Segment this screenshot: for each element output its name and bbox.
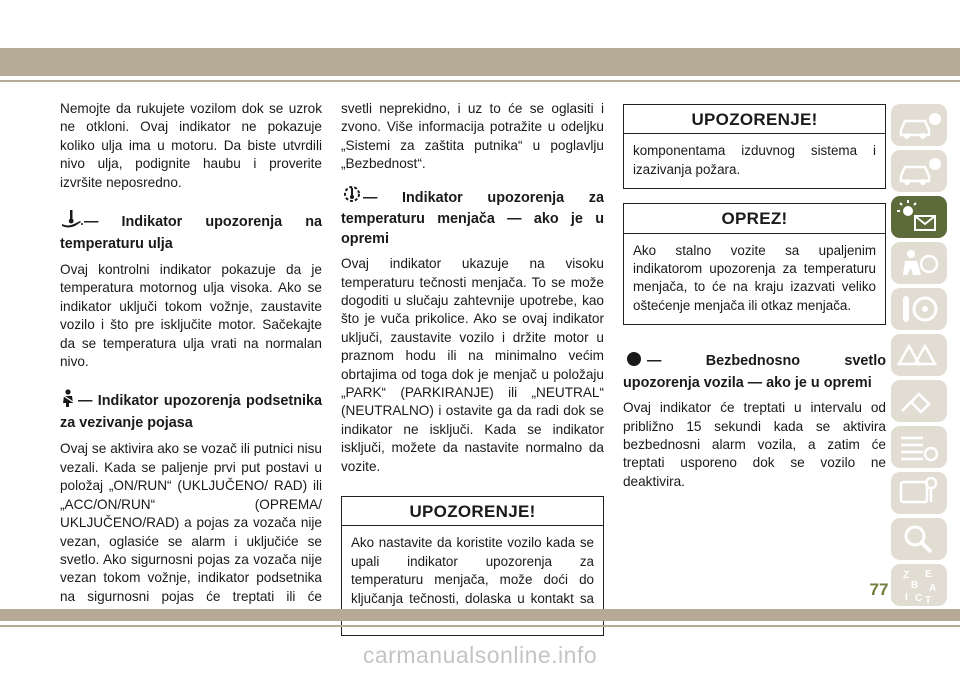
svg-text:E: E [925,569,932,580]
tab-airbag-safety[interactable] [891,242,947,284]
svg-text:I: I [905,592,908,603]
oil-pressure-continued-text: Nemojte da rukujete vozilom dok se uzrok ne otkloni. Ovaj indikator ne pokazuje koliko ulja ima u motoru. Da biste utvrdili nivo ulja, podignite haubu i proverite izvršite neposredno. [60,101,322,190]
car-info-icon [891,104,947,146]
caution-box-title: OPREZ! [624,204,885,233]
specifications-checklist-icon [891,426,947,468]
warning-box-continued-title: UPOZORENJE! [624,105,885,134]
airbag-safety-icon [891,242,947,284]
caution-box-text: Ako stalno vozite sa upaljenim indikatorom upozorenja za temperaturu menjača, to će na kraju izazvati veliko oštećenje menjača ili otkaz menjača. [633,242,876,313]
tab-maintenance[interactable] [891,380,947,422]
steering-wheel-icon [891,288,947,330]
warning-box-title: UPOZORENJE! [342,497,603,526]
watermark: carmanualsonline.info [362,642,598,668]
heading-oil-temperature [60,210,322,254]
roadside-emergency-icon [891,334,947,376]
svg-text:A: A [929,583,937,594]
transmission-temperature-text: Ovaj indikator ukazuje na visoku temperaturu tečnosti menjača. To se može dogoditi u slučaju zahtevnije upotrebe, kao što je vuča prikolice. Ako se ovaj indikator uključi, zaustavite vozilo i držite motor u praznom hodu ili na minimalno većim obrtajima od toga dok je menjač u položaju „PARK“ (PARKIRANJE) ili „NEUTRAL“ (NEUTRALNO) i ostavite ga da radi dok se indikator ne isključi. Kada se indikator isključi, možete da nastavite normalno da vozite. [341,256,604,474]
seatbelt-icon [60,389,78,414]
column-1 [60,100,322,625]
multimedia-location-icon [891,472,947,514]
oil-temperature-text: Ovaj kontrolni indikator pokazuje da je temperatura motornog ulja visoka. Ako se indikator uključi tokom vožnje, zaustavite vozilo i što pre isključite motor. Sačekajte da se temperatura ulja vrati na normalan nivo. [60,262,322,370]
seatbelt-continued-text: svetli neprekidno, i uz to će se oglasiti i zvono. Više informacija potražite u odeljku „Sistemi za zaštita putnika“ u poglavlju „Bezbednost“. [341,101,604,172]
svg-text:B: B [911,580,919,591]
warning-box-continued [623,104,886,189]
svg-text:Z: Z [903,570,910,581]
warning-box-continued-text: komponentama izduvnog sistema i izazivanja požara. [633,143,876,177]
tab-car-info[interactable] [891,104,947,146]
car-alert-icon [891,150,947,192]
warning-lights-icon [891,196,947,238]
heading-oil-temperature-text: — Indikator upozorenja na temperaturu ulja [60,214,322,252]
warning-box-text: Ako nastavite da koristite vozilo kada se upali indikator upozorenja za temperaturu menjača, može doći do ključanja tečnosti, dolaska u kontakt sa [351,535,594,606]
index-icon [891,564,947,606]
page-number: 77 [869,580,889,599]
heading-seatbelt-text: — Indikator upozorenja podsetnika za vezivanje pojasa [60,393,322,431]
maintenance-icon [891,380,947,422]
footer-band [0,609,960,621]
oil-temperature-icon [60,210,84,235]
svg-text:C: C [915,593,923,604]
seatbelt-text: Ovaj se aktivira ako se vozač ili putnici nisu vezali. Kada se paljenje prvi put postavi u položaj „ON/RUN“ (UKLJUČENO/ RAD) ili „ACC/ON/RUN“ (OPREMA/ UKLJUČENO/RAD) a pojas za vozača nije vezan, oglasiće se alarm i uključiće se svetlo. Ako sigurnosni pojas za vozača nije vezan tokom vožnje, indikator podsetnika na sigurnosni pojas će treptati ili će [60,441,322,604]
heading-vehicle-security-text: — Bezbednosno svetlo upozorenja vozila — ako je u opremi [623,353,886,391]
heading-transmission-temperature [341,184,604,250]
column-2 [341,100,604,636]
svg-text:T: T [925,595,932,606]
heading-vehicle-security [623,351,886,393]
heading-seatbelt [60,389,322,433]
header-band [0,48,960,76]
caution-box [623,203,886,325]
tab-steering-wheel[interactable] [891,288,947,330]
tab-search[interactable] [891,518,947,560]
tab-roadside-emergency[interactable] [891,334,947,376]
footer-rule [0,625,960,627]
vehicle-security-text: Ovaj indikator će treptati u intervalu od približno 15 sekundi kada se aktivira bezbednosni alarm vozila, a zatim će treptati usporeno dok se vozilo ne deaktivira. [623,400,886,489]
column-3 [623,104,886,491]
tab-index[interactable] [891,564,947,606]
search-icon [891,518,947,560]
tab-specifications[interactable] [891,426,947,468]
header-rule [0,80,960,82]
tab-car-alert[interactable] [891,150,947,192]
tab-warning-lights[interactable] [891,196,947,238]
security-light-icon [623,351,647,374]
transmission-temperature-icon [341,184,363,211]
heading-transmission-temperature-text: — Indikator upozorenja za temperaturu menjača — ako je u opremi [341,189,604,247]
tab-multimedia[interactable] [891,472,947,514]
